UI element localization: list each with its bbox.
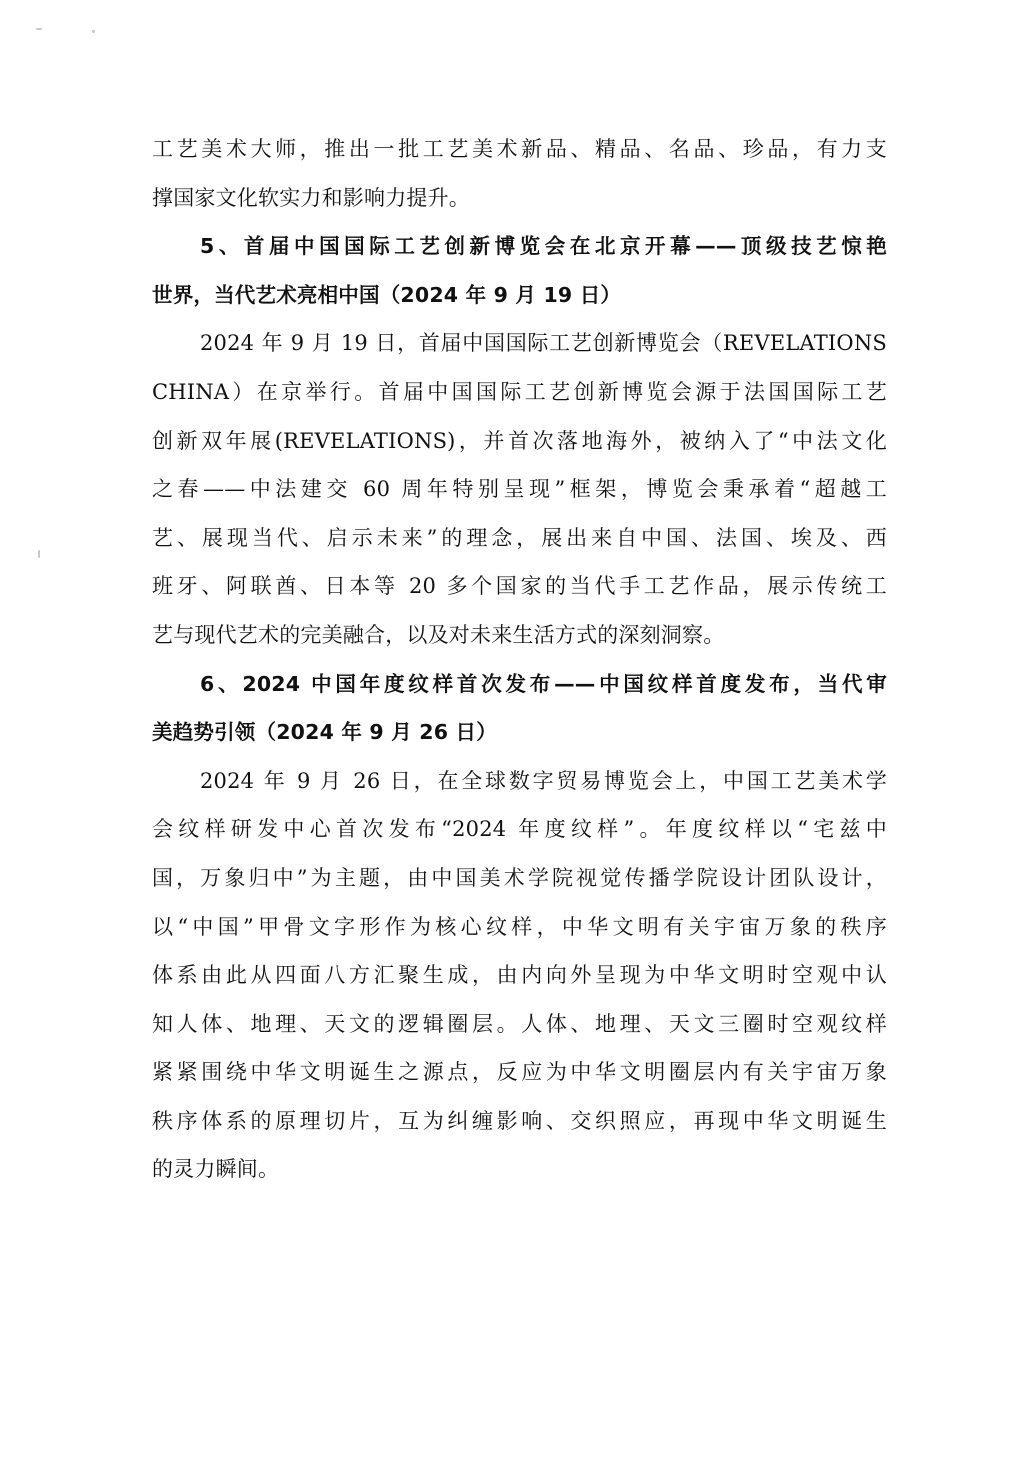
paragraph-line: 会纹样研发中心首次发布“2024 年度纹样”。年度纹样以“宅兹中: [152, 817, 887, 842]
paragraph-line: 的灵力瞬间。: [152, 1157, 280, 1182]
scan-speck: [38, 550, 40, 558]
paragraph-line: 2024 年 9 月 26 日，在全球数字贸易博览会上，中国工艺美术学: [200, 768, 887, 793]
paragraph-line: 秩序体系的原理切片，互为纠缠影响、交织照应，再现中华文明诞生: [152, 1108, 887, 1133]
paragraph-line: 撑国家文化软实力和影响力提升。: [152, 185, 470, 210]
paragraph-line: 以“中国”甲骨文字形作为核心纹样，中华文明有关宇宙万象的秩序: [152, 914, 887, 939]
section-heading: 美趋势引领（2024 年 9 月 26 日）: [152, 720, 497, 745]
scan-speck: [36, 28, 42, 30]
document-body: [152, 125, 887, 1194]
paragraph-line: 紧紧围绕中华文明诞生之源点，反应为中华文明圈层内有关宇宙万象: [152, 1060, 887, 1085]
paragraph-line: 艺与现代艺术的完美融合，以及对未来生活方式的深刻洞察。: [152, 622, 725, 647]
paragraph-line: 之春——中法建交 60 周年特别呈现”框架，博览会秉承着“超越工: [152, 477, 887, 502]
paragraph-line: 工艺美术大师，推出一批工艺美术新品、精品、名品、珍品，有力支: [152, 137, 887, 161]
paragraph-line: 创新双年展(REVELATIONS)，并首次落地海外，被纳入了“中法文化: [152, 428, 887, 453]
paragraph-line: 艺、展现当代、启示未来”的理念，展出来自中国、法国、埃及、西: [152, 525, 887, 550]
paragraph-line: CHINA）在京举行。首届中国国际工艺创新博览会源于法国国际工艺: [152, 379, 887, 404]
paragraph-line: 知人体、地理、天文的逻辑圈层。人体、地理、天文三圈时空观纹样: [152, 1011, 887, 1036]
scan-speck: [92, 30, 95, 33]
section-heading: 世界，当代艺术亮相中国（2024 年 9 月 19 日）: [152, 282, 622, 307]
section-heading: 6、2024 中国年度纹样首次发布——中国纹样首度发布，当代审: [200, 671, 887, 696]
paragraph-line: 2024 年 9 月 19 日，首届中国国际工艺创新博览会（REVELATIONS: [200, 331, 887, 356]
paragraph-line: 体系由此从四面八方汇聚生成，由内向外呈现为中华文明时空观中认: [152, 963, 887, 988]
section-heading: 5、首届中国国际工艺创新博览会在北京开幕——顶级技艺惊艳: [200, 234, 887, 259]
paragraph-line: 国，万象归中”为主题，由中国美术学院视觉传播学院设计团队设计，: [152, 865, 887, 890]
paragraph-line: 班牙、阿联酋、日本等 20 多个国家的当代手工艺作品，展示传统工: [152, 574, 887, 599]
